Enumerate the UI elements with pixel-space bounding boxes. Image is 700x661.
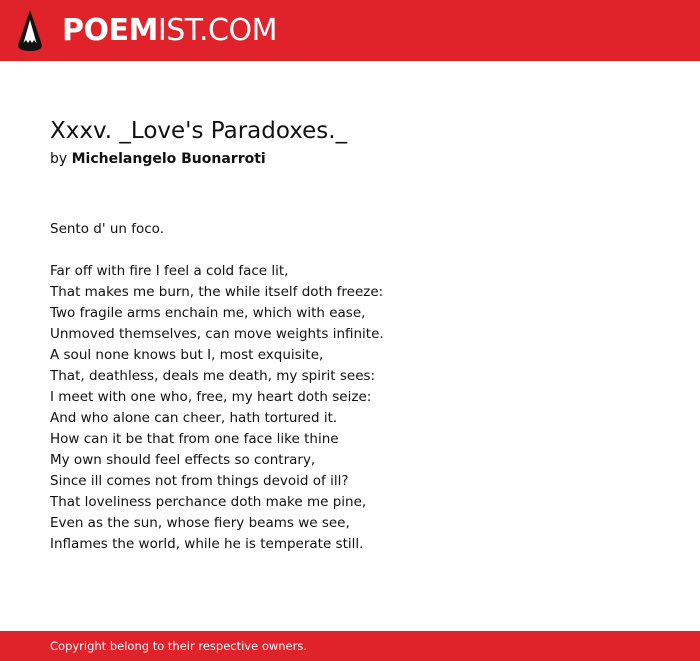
poem-line: My own should feel effects so contrary, <box>50 452 316 468</box>
poem-body <box>50 219 384 555</box>
stanza-gap <box>50 240 384 261</box>
pencil-tip-icon[interactable] <box>17 9 43 52</box>
logo-light-text: IST.COM <box>157 13 277 48</box>
byline <box>50 149 266 169</box>
by-label: by <box>50 151 68 167</box>
poem-line: That, deathless, deals me death, my spirit sees: <box>50 368 376 384</box>
poem-line: A soul none knows but I, most exquisite, <box>50 347 324 363</box>
poem-line: And who alone can cheer, hath tortured it. <box>50 410 338 426</box>
site-logo[interactable] <box>62 12 277 50</box>
poem-line: That loveliness perchance doth make me pine, <box>50 494 367 510</box>
site-footer <box>0 631 700 661</box>
copyright-notice: Copyright belong to their respective owners. <box>50 639 308 653</box>
poem-line: Two fragile arms enchain me, which with ease, <box>50 305 366 321</box>
author-name: Michelangelo Buonarroti <box>71 151 266 167</box>
poem-line: I meet with one who, free, my heart doth seize: <box>50 389 372 405</box>
poem-title: Xxxv. _Love's Paradoxes._ <box>50 118 348 144</box>
poem-line: How can it be that from one face like thine <box>50 431 339 447</box>
poem-line: Since ill comes not from things devoid of ill? <box>50 473 349 489</box>
logo-bold-text: POEM <box>62 13 158 48</box>
site-header <box>0 0 700 61</box>
poem-line: Unmoved themselves, can move weights infinite. <box>50 326 384 342</box>
poem-line: Inflames the world, while he is temperate still. <box>50 536 364 552</box>
poem-epigraph: Sento d' un foco. <box>50 221 164 237</box>
poem-line: Far off with fire I feel a cold face lit, <box>50 263 289 279</box>
poem-line: That makes me burn, the while itself doth freeze: <box>50 284 384 300</box>
poem-line: Even as the sun, whose fiery beams we see, <box>50 515 350 531</box>
